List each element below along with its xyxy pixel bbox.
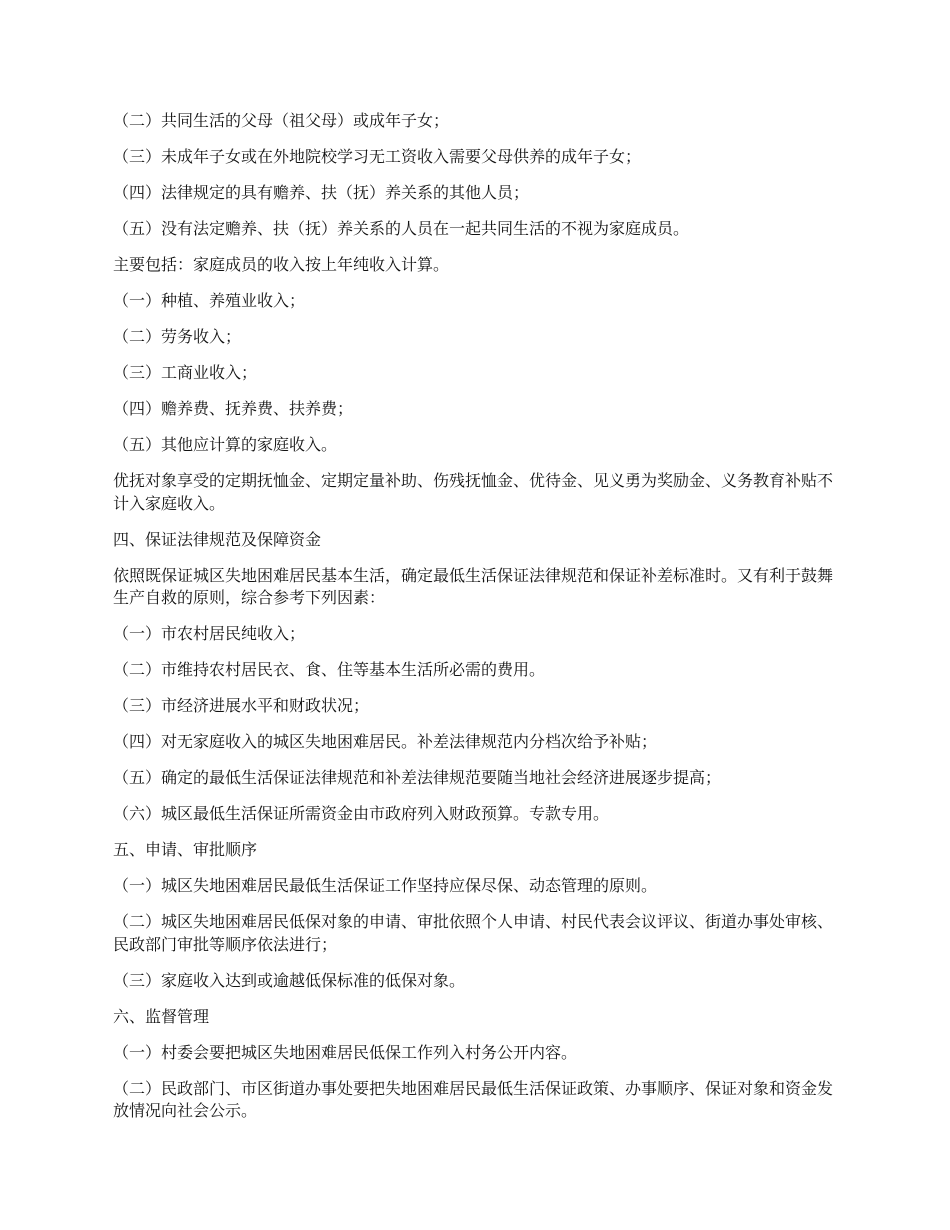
paragraph: （二）市维持农村居民衣、食、住等基本生活所必需的费用。 <box>113 660 546 679</box>
paragraph: （四）赡养费、抚养费、扶养费； <box>113 399 354 418</box>
paragraph: （二）共同生活的父母（祖父母）或成年子女； <box>113 111 450 130</box>
section-heading: 五、申请、审批顺序 <box>113 840 258 859</box>
section-heading: 六、监督管理 <box>113 1006 210 1026</box>
paragraph: （四）法律规定的具有赡养、扶（抚）养关系的其他人员； <box>113 183 530 202</box>
paragraph: 优抚对象享受的定期抚恤金、定期定量补助、伤残抚恤金、优待金、见义勇为奖励金、义务教育补贴不计入家庭收入。 <box>113 471 834 513</box>
paragraph: （二）城区失地困难居民低保对象的申请、审批依照个人申请、村民代表会议评议、街道办事处审核、民政部门审批等顺序依法进行； <box>113 912 834 954</box>
paragraph: （五）其他应计算的家庭收入。 <box>113 435 338 454</box>
paragraph: （一）市农村居民纯收入； <box>113 624 306 643</box>
paragraph: （二）劳务收入； <box>113 327 242 346</box>
paragraph: （二）民政部门、市区街道办事处要把失地困难居民最低生活保证政策、办事顺序、保证对象和资金发放情况向社会公示。 <box>113 1078 834 1120</box>
paragraph: （五）没有法定赡养、扶（抚）养关系的人员在一起共同生活的不视为家庭成员。 <box>113 219 690 238</box>
document-body <box>113 110 838 1136</box>
paragraph: 主要包括：家庭成员的收入按上年纯收入计算。 <box>113 255 450 274</box>
paragraph: 依照既保证城区失地困难居民基本生活，确定最低生活保证法律规范和保证补差标准时。又有利于鼓舞生产自救的原则，综合参考下列因素： <box>113 565 834 607</box>
paragraph: （六）城区最低生活保证所需资金由市政府列入财政预算。专款专用。 <box>113 804 610 823</box>
paragraph: （三）工商业收入； <box>113 363 258 382</box>
paragraph: （三）家庭收入达到或逾越低保标准的低保对象。 <box>113 970 466 990</box>
paragraph: （五）确定的最低生活保证法律规范和补差法律规范要随当地社会经济进展逐步提高； <box>113 768 722 787</box>
paragraph: （三）未成年子女或在外地院校学习无工资收入需要父母供养的成年子女； <box>113 147 642 166</box>
section-heading: 四、保证法律规范及保障资金 <box>113 529 322 549</box>
paragraph: （一）村委会要把城区失地困难居民低保工作列入村务公开内容。 <box>113 1042 578 1062</box>
paragraph: （一）种植、养殖业收入； <box>113 291 306 310</box>
paragraph: （一）城区失地困难居民最低生活保证工作坚持应保尽保、动态管理的原则。 <box>113 876 658 895</box>
paragraph: （四）对无家庭收入的城区失地困难居民。补差法律规范内分档次给予补贴； <box>113 732 658 751</box>
paragraph: （三）市经济进展水平和财政状况； <box>113 696 370 715</box>
